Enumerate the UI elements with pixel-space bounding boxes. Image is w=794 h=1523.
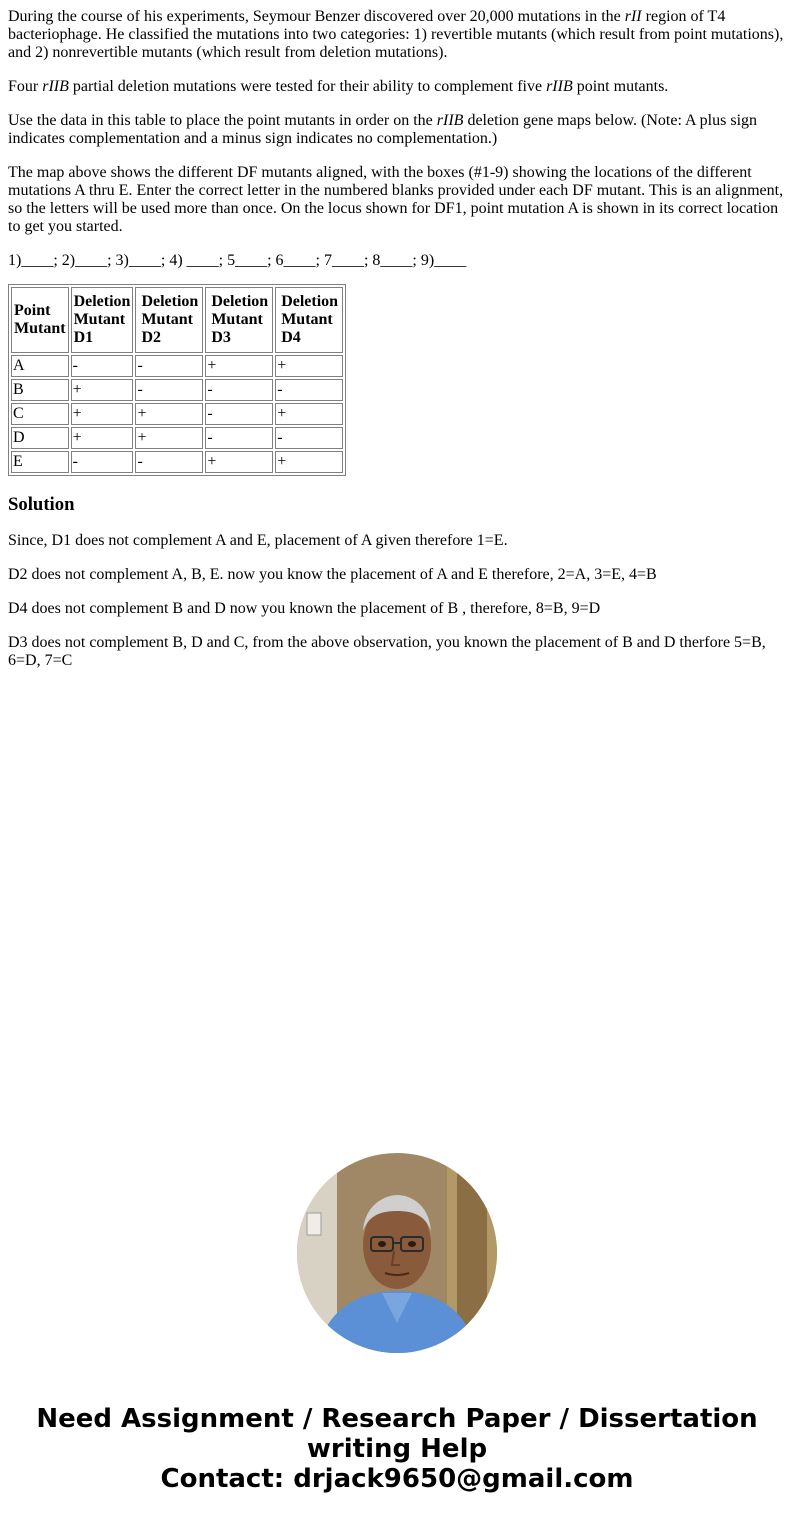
banner-line: Need Assignment / Research Paper / Dissertation — [36, 1404, 758, 1434]
point-mutant-cell: C — [11, 403, 69, 425]
d2-cell: + — [135, 403, 203, 425]
header-line: Mutant — [211, 311, 263, 328]
table-row — [11, 355, 343, 377]
header-d2 — [135, 287, 203, 353]
d4-cell: + — [275, 451, 343, 473]
gene-name: rIIB — [436, 112, 464, 129]
gene-name: rIIB — [42, 78, 69, 95]
d3-cell: - — [205, 379, 273, 401]
d4-cell: + — [275, 355, 343, 377]
header-line: D2 — [141, 329, 161, 346]
table-row — [11, 379, 343, 401]
solution-line: D4 does not complement B and D now you known the placement of B , therefore, 8=B, 9=D — [8, 600, 601, 617]
answer-blanks: 1)____; 2)____; 3)____; 4) ____; 5____; 6____; 7____; 8____; 9)____ — [8, 252, 467, 269]
intro-paragraph-3 — [8, 112, 786, 148]
header-line: D4 — [281, 329, 301, 346]
d1-cell: + — [71, 403, 134, 425]
table-header-row — [11, 287, 343, 353]
solution-heading: Solution — [8, 494, 75, 515]
intro-text: deletion gene maps below. (Note: A plus sign indicates complementation and a minus sign indicates no complementation.) — [8, 112, 758, 147]
portrait-illustration — [297, 1153, 497, 1353]
d2-cell: - — [135, 355, 203, 377]
d4-cell: - — [275, 379, 343, 401]
d4-cell: - — [275, 427, 343, 449]
table-row — [11, 427, 343, 449]
d3-cell: - — [205, 427, 273, 449]
point-mutant-cell: A — [11, 355, 69, 377]
intro-text: Use the data in this table to place the point mutants in order on the — [8, 112, 437, 129]
point-mutant-cell: B — [11, 379, 69, 401]
header-line: Deletion — [141, 293, 199, 310]
intro-paragraph-4: The map above shows the different DF mutants aligned, with the boxes (#1-9) showing the locations of the different mutations A thru E. Enter the correct letter in the numbered blanks provided under each DF mutant. This is an alignment, so the letters will be used more than once. On the locus shown for DF1, point mutation A is shown in its correct location to get you started. — [8, 164, 784, 235]
d3-cell: + — [205, 355, 273, 377]
header-line: D3 — [211, 329, 231, 346]
solution-line: D3 does not complement B, D and C, from the above observation, you known the placement of B and D therfore 5=B, 6=D, 7=C — [8, 634, 766, 669]
banner-line: writing Help — [306, 1434, 488, 1464]
gene-name: rIIB — [546, 78, 573, 95]
table-row — [11, 451, 343, 473]
header-line: Deletion — [73, 293, 131, 310]
intro-text: partial deletion mutations were tested for their ability to complement five — [68, 78, 547, 95]
intro-paragraph-2 — [8, 78, 786, 96]
header-line: Mutant — [281, 311, 333, 328]
d1-cell: + — [71, 427, 134, 449]
d2-cell: - — [135, 451, 203, 473]
d1-cell: - — [71, 355, 134, 377]
header-point-mutant — [11, 287, 69, 353]
solution-line: Since, D1 does not complement A and E, placement of A given therefore 1=E. — [8, 532, 508, 549]
d2-cell: + — [135, 427, 203, 449]
intro-text: point mutants. — [572, 78, 669, 95]
header-line: Deletion — [281, 293, 339, 310]
banner-contact-line: Contact: drjack9650@gmail.com — [160, 1464, 634, 1494]
header-line: Point — [14, 302, 51, 319]
d1-cell: + — [71, 379, 134, 401]
table-row — [11, 403, 343, 425]
point-mutant-cell: D — [11, 427, 69, 449]
document-body — [8, 0, 786, 686]
gene-name: rII — [624, 8, 642, 25]
point-mutant-cell: E — [11, 451, 69, 473]
d2-cell: - — [135, 379, 203, 401]
d1-cell: - — [71, 451, 134, 473]
intro-text: region of T4 bacteriophage. He classified the mutations into two categories: 1) revertible mutants (which result from point mutations), and 2) nonrevertible mutants (which result from deletion mutations). — [8, 8, 784, 61]
header-line: Mutant — [73, 311, 126, 328]
author-photo — [297, 1153, 497, 1353]
complementation-table — [8, 284, 346, 476]
d3-cell: - — [205, 403, 273, 425]
intro-text: During the course of his experiments, Seymour Benzer discovered over 20,000 mutations in the — [8, 8, 625, 25]
header-line: D1 — [73, 329, 94, 346]
d3-cell: + — [205, 451, 273, 473]
header-d1 — [71, 287, 134, 353]
header-line: Deletion — [211, 293, 269, 310]
d4-cell: + — [275, 403, 343, 425]
solution-line: D2 does not complement A, B, E. now you know the placement of A and E therefore, 2=A, 3=E, 4=B — [8, 566, 657, 583]
header-d4 — [275, 287, 343, 353]
intro-paragraph-1 — [8, 8, 786, 62]
contact-banner — [0, 1404, 794, 1494]
header-d3 — [205, 287, 273, 353]
header-line: Mutant — [141, 311, 193, 328]
header-line: Mutant — [14, 320, 66, 337]
intro-text: Four — [8, 78, 43, 95]
